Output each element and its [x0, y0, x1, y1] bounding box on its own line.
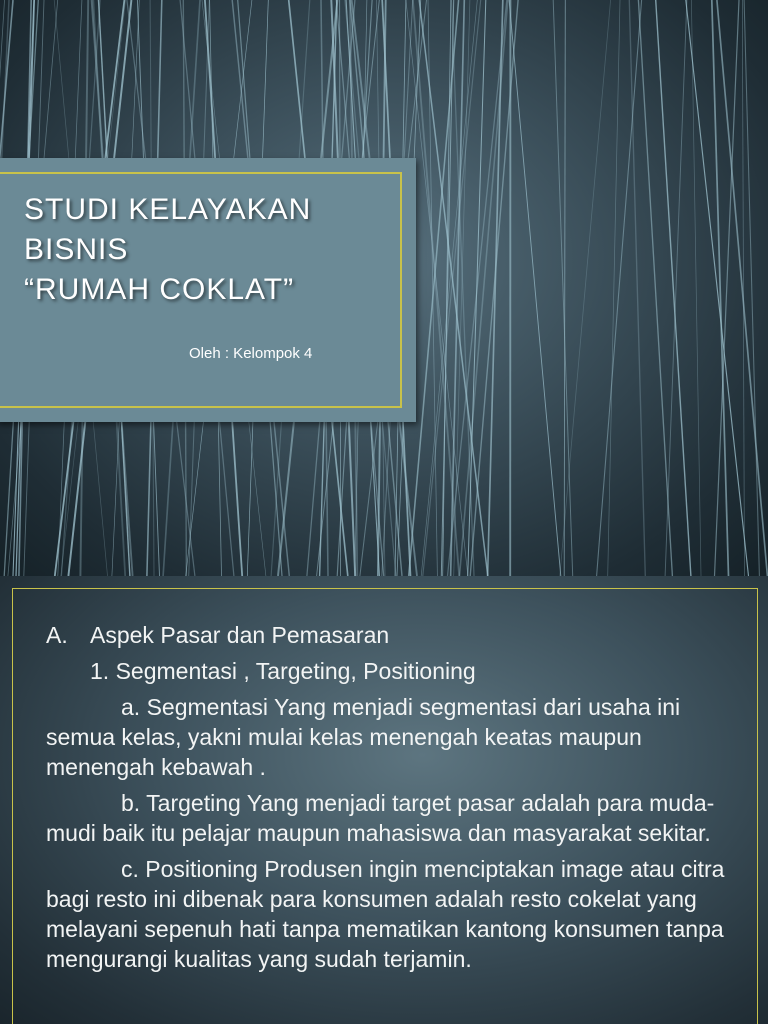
background-line	[656, 0, 691, 576]
background-line	[665, 0, 687, 576]
paragraph-targeting: b. Targeting Yang menjadi target pasar adalah para muda-mudi baik itu pelajar maupun mahasiswa dan masyarakat sekitar.	[46, 790, 715, 846]
background-line	[553, 0, 573, 576]
item-heading: 1. Segmentasi , Targeting, Positioning	[90, 658, 476, 684]
background-line	[460, 0, 508, 576]
background-line	[717, 0, 768, 576]
background-line	[564, 0, 565, 576]
background-line	[712, 0, 729, 576]
background-line	[509, 0, 561, 576]
background-line	[608, 0, 620, 576]
title-box	[0, 158, 416, 422]
background-line	[443, 0, 451, 576]
section-title: Aspek Pasar dan Pemasaran	[90, 622, 390, 648]
paragraph-positioning: c. Positioning Produsen ingin menciptakan image atau citra bagi resto ini dibenak para konsumen adalah resto cokelat yang melayani sepenuh hati tanpa mematikan kantong konsumen tanpa mengurangi kualitas yang sudah terjamin.	[46, 856, 725, 972]
background-line	[686, 0, 749, 576]
background-line	[744, 0, 759, 576]
section-heading	[46, 620, 726, 650]
background-line	[691, 0, 701, 576]
slide-title: STUDI KELAYAKAN BISNIS “RUMAH COKLAT”	[24, 193, 312, 306]
content-slide	[0, 576, 768, 1024]
paragraph-segmentasi: a. Segmentasi Yang menjadi segmentasi dari usaha ini semua kelas, yakni mulai kelas menengah keatas maupun menengah kebawah .	[46, 694, 681, 780]
section-marker: A.	[46, 622, 68, 648]
content-body	[46, 620, 726, 974]
slide-subtitle: Oleh : Kelompok 4	[189, 345, 313, 362]
